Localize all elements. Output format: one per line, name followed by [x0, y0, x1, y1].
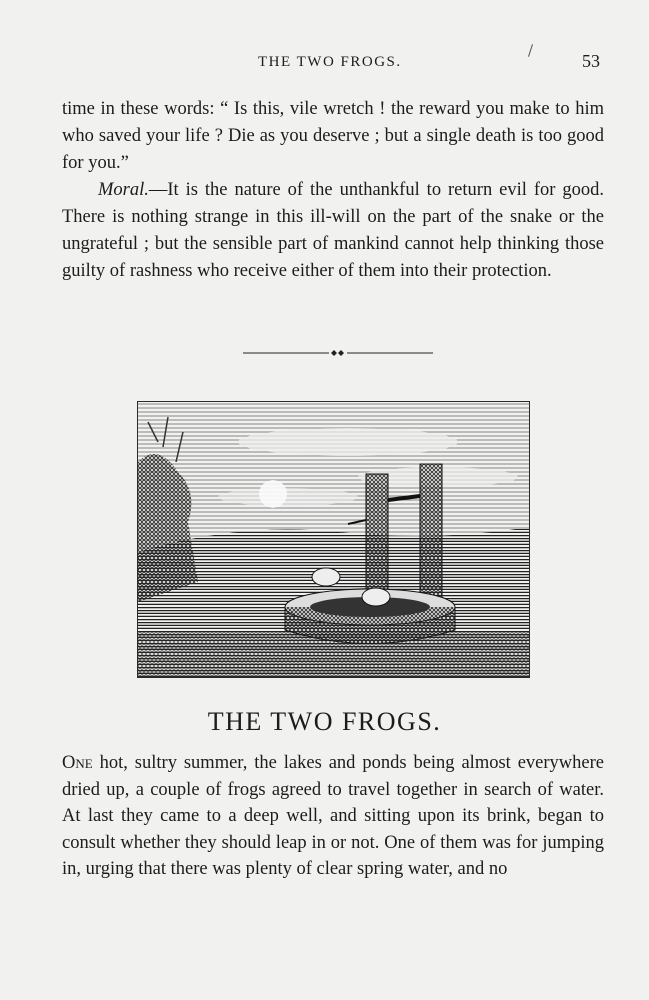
page-number: 53	[582, 51, 600, 71]
previous-fable-ending: time in these words: “ Is this, vile wretch ! the reward you make to him who saved your life ? Die as you deserve ; but a single death is too good for you.”	[62, 99, 604, 173]
fable-body	[62, 750, 604, 883]
two-frogs-engraving	[137, 401, 530, 678]
moral-label: Moral.	[98, 180, 149, 200]
fable-title: THE TWO FROGS.	[207, 707, 442, 736]
pencil-mark	[528, 44, 533, 57]
moral-text: —It is the nature of the unthankful to return evil for good. There is nothing strange in this ill-will on the part of the snake or the ungrateful ; but the sensible part of mankind cannot help thinking those guilty of rashness who receive either of them into their protection.	[62, 180, 604, 281]
fable-body-text: hot, sultry summer, the lakes and ponds being almost everywhere dried up, a couple of frogs agreed to travel together in search of water. At last they came to a deep well, and sitting upon its brink, began to consult whether they should leap in or not. One of them was for jumping in, urging that there was plenty of clear spring water, and no	[62, 753, 604, 879]
moral-paragraph	[62, 177, 604, 285]
running-head: THE TWO FROGS.	[258, 54, 402, 70]
section-divider	[243, 349, 433, 357]
opening-word: One	[62, 753, 93, 773]
